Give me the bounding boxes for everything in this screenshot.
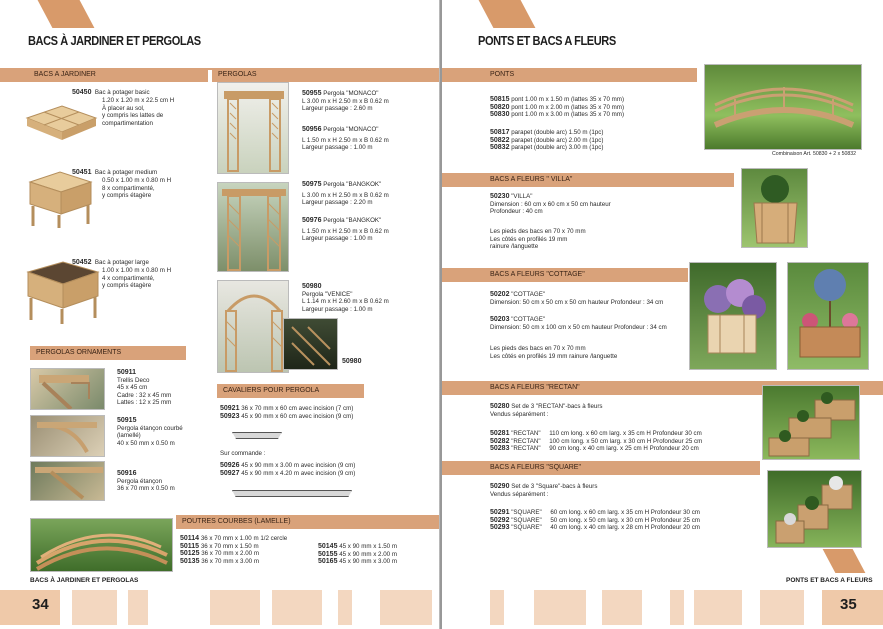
pergola-venice-caption: 50980 [342, 358, 362, 365]
right-footer-stripe-1 [490, 590, 504, 625]
section-rectan-header: BACS A FLEURS "RECTAN" [490, 384, 580, 391]
rectan-planters-image [762, 385, 860, 460]
cottage-planter-image-2 [787, 262, 869, 370]
trellis-deco-image [30, 368, 105, 410]
bac-basic-details: 1.20 x 1.20 m x 22.5 cm H À placer au sol, y compris les lattes de compartimentation [102, 97, 175, 127]
table-row: 50293 "SQUARE" 40 cm long. x 40 cm larg. x 28 cm H Profondeur 20 cm [490, 524, 700, 532]
cottage-notes: Les pieds des bacs en 70 x 70 mm Les côtés en profilés 19 mm rainure /languette [490, 345, 618, 360]
pergola-50975-info: 50975 Pergola "BANGKOK" L 3.00 m x H 2.50 m x B 0.62 m Largeur passage : 2.20 m [302, 181, 389, 207]
section-villa-header: BACS A FLEURS " VILLA" [490, 176, 573, 183]
section-ponts-header: PONTS [490, 71, 515, 78]
villa-info: 50230 "VILLA" Dimension : 60 cm x 60 cm x 50 cm hauteur Profondeur : 40 cm [490, 193, 611, 216]
bac-medium-info: 50451 Bac à potager medium [72, 169, 158, 176]
table-row: 50282 "RECTAN" 100 cm long. x 50 cm larg. x 30 cm H Profondeur 25 cm [490, 437, 703, 445]
section-poutres-header: POUTRES COURBES (LAMELLE) [182, 518, 291, 525]
cottage-50202-info: 50202 "COTTAGE" Dimension: 50 cm x 50 cm x 50 cm hauteur Profondeur : 34 cm [490, 291, 664, 306]
orn2-info: 50915 Pergola étançon courbé (lamellé) 40 x 50 mm x 0.50 m [117, 417, 183, 447]
square-set-info: 50290 Set de 3 "Square"-bacs à fleurs Vendus séparément : [490, 483, 598, 498]
section-bacs-header: BACS A JARDINER [34, 71, 96, 78]
section-ornaments-header: PERGOLAS ORNAMENTS [30, 346, 186, 360]
bac-large-info: 50452 Bac à potager large [72, 259, 149, 266]
cottage-50203-info: 50203 "COTTAGE" Dimension: 50 cm x 100 cm x 50 cm hauteur Profondeur : 34 cm [490, 316, 667, 331]
band-separator [208, 70, 212, 82]
left-page-number: 34 [32, 596, 49, 613]
cottage-planter-image-1 [689, 262, 777, 370]
pergola-50980-info: 50980 Pergola "VENICE" L 1.14 m x H 2.60 m x B 0.62 m Largeur passage : 1.00 m [302, 283, 389, 313]
bac-medium-image [25, 168, 95, 230]
right-page-number: 35 [840, 596, 857, 613]
pergola-monaco-image [217, 82, 289, 174]
square-planters-image [767, 470, 862, 548]
pergola-50955-info: 50955 Pergola "MONACO" L 3.00 m x H 2.50 m x B 0.62 m Largeur passage : 2.60 m [302, 90, 389, 113]
cavaliers-order-list: 50926 45 x 90 mm x 3.00 m avec incision (9 cm) 50927 45 x 90 mm x 4.20 m avec incision (9 cm) [220, 462, 356, 477]
right-footer-stripe-6 [760, 590, 804, 625]
pergola-venice-image [217, 280, 289, 373]
cavalier-short-drawing [232, 432, 282, 439]
right-footer-stripe-4 [670, 590, 684, 625]
table-row: 50291 "SQUARE" 60 cm long. x 60 cm larg. x 35 cm H Profondeur 30 cm [490, 509, 700, 516]
left-footer-label: BACS À JARDINER ET PERGOLAS [30, 577, 139, 584]
bac-large-image [24, 258, 102, 326]
section-pergolas-header: PERGOLAS [218, 71, 257, 78]
left-footer-stripe-4 [272, 590, 322, 625]
cavalier-long-drawing [232, 490, 352, 497]
section-square-header: BACS A FLEURS "SQUARE" [490, 464, 581, 471]
table-row: 50292 "SQUARE" 50 cm long. x 50 cm larg. x 30 cm H Profondeur 25 cm [490, 516, 700, 524]
villa-planter-image [741, 168, 808, 248]
right-footer-stripe-5 [694, 590, 742, 625]
left-page-title: BACS À JARDINER ET PERGOLAS [28, 33, 201, 48]
curved-beams-image [30, 518, 173, 572]
ponts-list-2: 50817 parapet (double arc) 1.50 m (1pc) 50822 parapet (double arc) 2.00 m (1pc) 50832 parapet (double arc) 3.00 m (1pc) [490, 129, 604, 152]
left-footer-stripe-6 [380, 590, 432, 625]
left-footer-stripe-1 [72, 590, 117, 625]
straight-post-image [30, 461, 105, 501]
cavaliers-order-label: Sur commande : [220, 450, 266, 457]
rectan-set-info: 50280 Set de 3 "RECTAN"-bacs à fleurs Vendus séparément : [490, 403, 603, 418]
left-page [0, 0, 440, 629]
bac-basic-code: 50450 [72, 89, 92, 96]
table-row: 50281 "RECTAN" 110 cm long. x 60 cm larg. x 35 cm H Profondeur 30 cm [490, 430, 702, 437]
pergola-bangkok-image [217, 182, 289, 272]
villa-notes: Les pieds des bacs en 70 x 70 mm Les côtés en profilés 19 mm rainure /languette [490, 228, 586, 251]
right-footer-stripe-2 [534, 590, 586, 625]
bac-large-details: 1.00 x 1.00 m x 0.80 m H 4 x compartimenté, y compris étagère [102, 267, 172, 290]
section-cavaliers-header: CAVALIERS POUR PERGOLA [217, 384, 364, 398]
right-page-tab [479, 0, 536, 28]
bridge-caption: Combinaison Art. 50830 + 2 x 50832 [772, 151, 857, 157]
pergola-50956-info: 50956 Pergola "MONACO" L 1.50 m x H 2.50 m x B 0.62 m Largeur passage : 1.00 m [302, 126, 389, 152]
left-footer-stripe-3 [210, 590, 260, 625]
rectan-table [490, 430, 702, 453]
square-table [490, 509, 700, 532]
bac-basic-image [22, 90, 99, 142]
bac-basic-info: 50450 Bac à potager basic [72, 89, 150, 96]
left-footer-stripe-2 [128, 590, 148, 625]
left-footer-stripe-5 [338, 590, 352, 625]
left-footer-block [0, 590, 60, 625]
right-footer-tab [823, 549, 866, 573]
right-page [442, 0, 883, 629]
poutres-list-2: 50145 45 x 90 mm x 1.50 m 50155 45 x 90 mm x 2.00 m 50165 45 x 90 mm x 3.00 m [318, 543, 397, 566]
right-footer-stripe-3 [602, 590, 642, 625]
orn1-info: 50911 Trellis Deco 45 x 45 cm Cadre : 32 x 45 mm Lattes : 12 x 25 mm [117, 369, 172, 407]
section-cottage-header: BACS A FLEURS "COTTAGE" [490, 271, 585, 278]
pergola-50976-info: 50976 Pergola "BANGKOK" L 1.50 m x H 2.50 m x B 0.62 m Largeur passage : 1.00 m [302, 217, 389, 243]
poutres-list-1: 50114 36 x 70 mm x 1.00 m 1/2 cercle 50115 36 x 70 mm x 1.50 m 50125 36 x 70 mm x 2.00 m 50135 36 x 70 mm x 3.00 m [180, 535, 288, 565]
curved-post-image [30, 415, 105, 457]
pergola-venice-detail-image [283, 318, 338, 370]
left-page-tab [38, 0, 95, 28]
table-row: 50283 "RECTAN" 90 cm long. x 40 cm larg. x 25 cm H Profondeur 20 cm [490, 445, 699, 453]
orn3-info: 50916 Pergola étançon 36 x 70 mm x 0.50 m [117, 470, 175, 493]
bridge-image [704, 64, 862, 150]
ponts-list-1: 50815 pont 1.00 m x 1.50 m (lattes 35 x 70 mm) 50820 pont 1.00 m x 2.00 m (lattes 35 x 70 mm) 50830 pont 1.00 m x 3.00 m (lattes 35 x 70 mm) [490, 96, 625, 119]
right-page-title: PONTS ET BACS A FLEURS [478, 33, 616, 48]
bac-medium-details: 0.50 x 1.00 m x 0.80 m H 8 x compartimenté, y compris étagère [102, 177, 172, 200]
right-footer-label: PONTS ET BACS A FLEURS [786, 577, 873, 584]
cavaliers-list: 50921 36 x 70 mm x 60 cm avec incision (7 cm) 50923 45 x 90 mm x 60 cm avec incision (9 cm) [220, 405, 354, 420]
